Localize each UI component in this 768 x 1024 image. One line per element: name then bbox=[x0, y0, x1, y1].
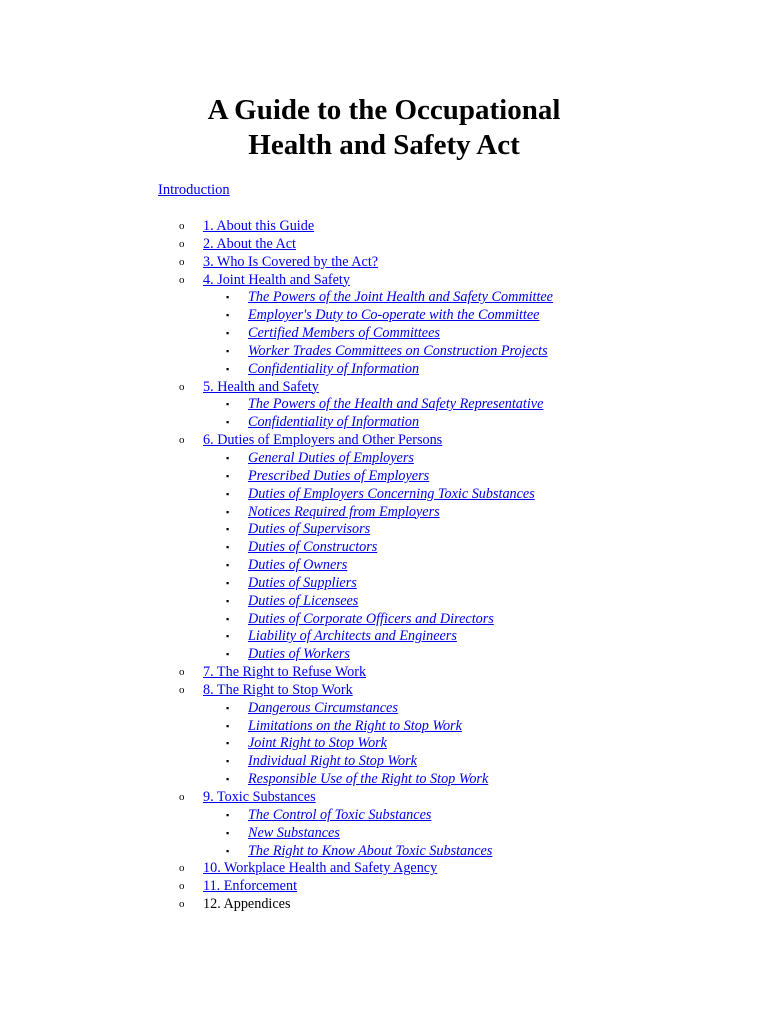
toc-subsection-link[interactable]: The Powers of the Health and Safety Representative bbox=[248, 396, 544, 413]
toc-subsection-link[interactable]: Liability of Architects and Engineers bbox=[248, 628, 457, 645]
toc-subitem bbox=[0, 521, 768, 539]
toc-subitem bbox=[0, 450, 768, 468]
document-title bbox=[0, 93, 768, 163]
square-bullet-icon: ▪ bbox=[226, 310, 230, 321]
toc-item bbox=[0, 860, 768, 878]
toc-subsection-link[interactable]: Duties of Owners bbox=[248, 557, 348, 574]
toc-subitem bbox=[0, 825, 768, 843]
toc-subsection-link[interactable]: Duties of Licensees bbox=[248, 592, 359, 609]
toc-subitem bbox=[0, 735, 768, 753]
circle-bullet-icon: o bbox=[179, 273, 185, 286]
toc-subitem bbox=[0, 307, 768, 325]
toc-subitem bbox=[0, 504, 768, 522]
toc-subitem bbox=[0, 557, 768, 575]
square-bullet-icon: ▪ bbox=[226, 631, 230, 642]
circle-bullet-icon: o bbox=[179, 862, 185, 875]
toc-subsection-link[interactable]: Duties of Workers bbox=[248, 646, 350, 663]
toc-item bbox=[0, 432, 768, 450]
square-bullet-icon: ▪ bbox=[226, 417, 230, 428]
toc-subsection-link[interactable]: Duties of Corporate Officers and Directors bbox=[248, 610, 494, 627]
toc-section-link[interactable]: 6. Duties of Employers and Other Persons bbox=[203, 432, 443, 449]
toc-subitem bbox=[0, 414, 768, 432]
toc-subitem bbox=[0, 396, 768, 414]
toc-subitem bbox=[0, 539, 768, 557]
toc-item bbox=[0, 682, 768, 700]
toc-section-label: 12. Appendices bbox=[203, 896, 291, 913]
circle-bullet-icon: o bbox=[179, 683, 185, 696]
toc-subsection-link[interactable]: The Right to Know About Toxic Substances bbox=[248, 842, 493, 859]
toc-subsection-link[interactable]: Responsible Use of the Right to Stop Work bbox=[248, 771, 489, 788]
toc-subitem bbox=[0, 718, 768, 736]
toc-subitem bbox=[0, 771, 768, 789]
circle-bullet-icon: o bbox=[179, 791, 185, 803]
toc-section-link[interactable]: 8. The Right to Stop Work bbox=[203, 681, 353, 698]
toc-section-link[interactable]: 7. The Right to Refuse Work bbox=[203, 664, 367, 681]
square-bullet-icon: ▪ bbox=[226, 827, 230, 838]
square-bullet-icon: ▪ bbox=[226, 292, 230, 303]
toc-subitem bbox=[0, 593, 768, 611]
square-bullet-icon: ▪ bbox=[226, 328, 230, 339]
circle-bullet-icon: o bbox=[179, 255, 185, 268]
toc-subitem bbox=[0, 843, 768, 861]
toc-subitem bbox=[0, 575, 768, 593]
square-bullet-icon: ▪ bbox=[226, 452, 230, 463]
circle-bullet-icon: o bbox=[179, 666, 185, 679]
toc-subsection-link[interactable]: Notices Required from Employers bbox=[248, 503, 440, 520]
title-line-2: Health and Safety Act bbox=[248, 129, 520, 161]
toc-subsection-link[interactable]: Duties of Employers Concerning Toxic Substances bbox=[248, 485, 535, 502]
toc-subsection-link[interactable]: Confidentiality of Information bbox=[248, 360, 420, 377]
toc-subsection-link[interactable]: General Duties of Employers bbox=[248, 449, 414, 466]
circle-bullet-icon: o bbox=[179, 220, 185, 232]
toc-item bbox=[0, 218, 768, 236]
circle-bullet-icon: o bbox=[179, 237, 185, 250]
square-bullet-icon: ▪ bbox=[226, 345, 230, 356]
toc-subsection-link[interactable]: Joint Right to Stop Work bbox=[248, 735, 387, 752]
square-bullet-icon: ▪ bbox=[226, 560, 230, 571]
square-bullet-icon: ▪ bbox=[226, 756, 230, 767]
circle-bullet-icon: o bbox=[179, 434, 185, 447]
toc-subsection-link[interactable]: Limitations on the Right to Stop Work bbox=[248, 717, 462, 734]
toc-item bbox=[0, 664, 768, 682]
toc-item bbox=[0, 254, 768, 272]
toc-section-link[interactable]: 5. Health and Safety bbox=[203, 378, 319, 395]
square-bullet-icon: ▪ bbox=[226, 506, 230, 517]
toc-section-link[interactable]: 11. Enforcement bbox=[203, 878, 298, 895]
toc-subsection-link[interactable]: Worker Trades Committees on Construction Projects bbox=[248, 342, 548, 359]
toc-subsection-link[interactable]: New Substances bbox=[248, 824, 340, 841]
toc-item bbox=[0, 379, 768, 397]
square-bullet-icon: ▪ bbox=[226, 649, 230, 660]
toc-section-link[interactable]: 10. Workplace Health and Safety Agency bbox=[203, 860, 438, 877]
toc-section-link[interactable]: 3. Who Is Covered by the Act? bbox=[203, 253, 379, 270]
toc-subitem bbox=[0, 325, 768, 343]
toc-subsection-link[interactable]: Duties of Suppliers bbox=[248, 574, 357, 591]
square-bullet-icon: ▪ bbox=[226, 595, 230, 606]
toc-section-link[interactable]: 9. Toxic Substances bbox=[203, 789, 316, 805]
square-bullet-icon: ▪ bbox=[226, 702, 230, 713]
toc-subsection-link[interactable]: The Powers of the Joint Health and Safety Committee bbox=[248, 289, 553, 306]
square-bullet-icon: ▪ bbox=[226, 399, 230, 410]
toc-item bbox=[0, 236, 768, 254]
toc-subsection-link[interactable]: Certified Members of Committees bbox=[248, 325, 440, 342]
square-bullet-icon: ▪ bbox=[226, 577, 230, 588]
toc-subitem bbox=[0, 753, 768, 771]
toc-subsection-link[interactable]: Duties of Supervisors bbox=[248, 521, 371, 538]
toc-subsection-link[interactable]: Dangerous Circumstances bbox=[248, 699, 398, 716]
square-bullet-icon: ▪ bbox=[226, 774, 230, 785]
title-line-1: A Guide to the Occupational bbox=[207, 94, 561, 126]
toc-subsection-link[interactable]: Confidentiality of Information bbox=[248, 414, 420, 431]
toc-subsection-link[interactable]: Individual Right to Stop Work bbox=[248, 753, 417, 770]
toc-section-link[interactable]: 1. About this Guide bbox=[203, 218, 315, 234]
toc-subitem bbox=[0, 289, 768, 307]
square-bullet-icon: ▪ bbox=[226, 470, 230, 481]
circle-bullet-icon: o bbox=[179, 880, 185, 893]
toc-item bbox=[0, 272, 768, 290]
toc-item bbox=[0, 896, 768, 914]
toc-subsection-link[interactable]: Employer's Duty to Co-operate with the Committee bbox=[248, 307, 540, 324]
toc-subitem bbox=[0, 468, 768, 486]
square-bullet-icon: ▪ bbox=[226, 720, 230, 731]
square-bullet-icon: ▪ bbox=[226, 845, 230, 856]
toc-subitem bbox=[0, 628, 768, 646]
square-bullet-icon: ▪ bbox=[226, 542, 230, 553]
square-bullet-icon: ▪ bbox=[226, 613, 230, 624]
toc-item bbox=[0, 878, 768, 896]
square-bullet-icon: ▪ bbox=[226, 738, 230, 749]
square-bullet-icon: ▪ bbox=[226, 809, 230, 820]
toc-subsection-link[interactable]: Duties of Constructors bbox=[248, 539, 378, 556]
circle-bullet-icon: o bbox=[179, 898, 185, 911]
circle-bullet-icon: o bbox=[179, 380, 185, 393]
toc-subitem bbox=[0, 646, 768, 664]
intro-container bbox=[158, 182, 230, 199]
toc-subitem bbox=[0, 343, 768, 361]
toc-item bbox=[0, 789, 768, 807]
square-bullet-icon: ▪ bbox=[226, 488, 230, 499]
square-bullet-icon: ▪ bbox=[226, 363, 230, 374]
square-bullet-icon: ▪ bbox=[226, 524, 230, 535]
toc-section-link[interactable]: 4. Joint Health and Safety bbox=[203, 271, 350, 288]
table-of-contents bbox=[0, 218, 768, 914]
toc-subsection-link[interactable]: The Control of Toxic Substances bbox=[248, 806, 432, 823]
toc-subitem bbox=[0, 486, 768, 504]
toc-subitem bbox=[0, 807, 768, 825]
toc-subsection-link[interactable]: Prescribed Duties of Employers bbox=[248, 467, 430, 484]
introduction-link[interactable]: Introduction bbox=[158, 182, 230, 198]
toc-subitem bbox=[0, 361, 768, 379]
toc-section-link[interactable]: 2. About the Act bbox=[203, 235, 297, 252]
toc-subitem bbox=[0, 700, 768, 718]
toc-subitem bbox=[0, 611, 768, 629]
